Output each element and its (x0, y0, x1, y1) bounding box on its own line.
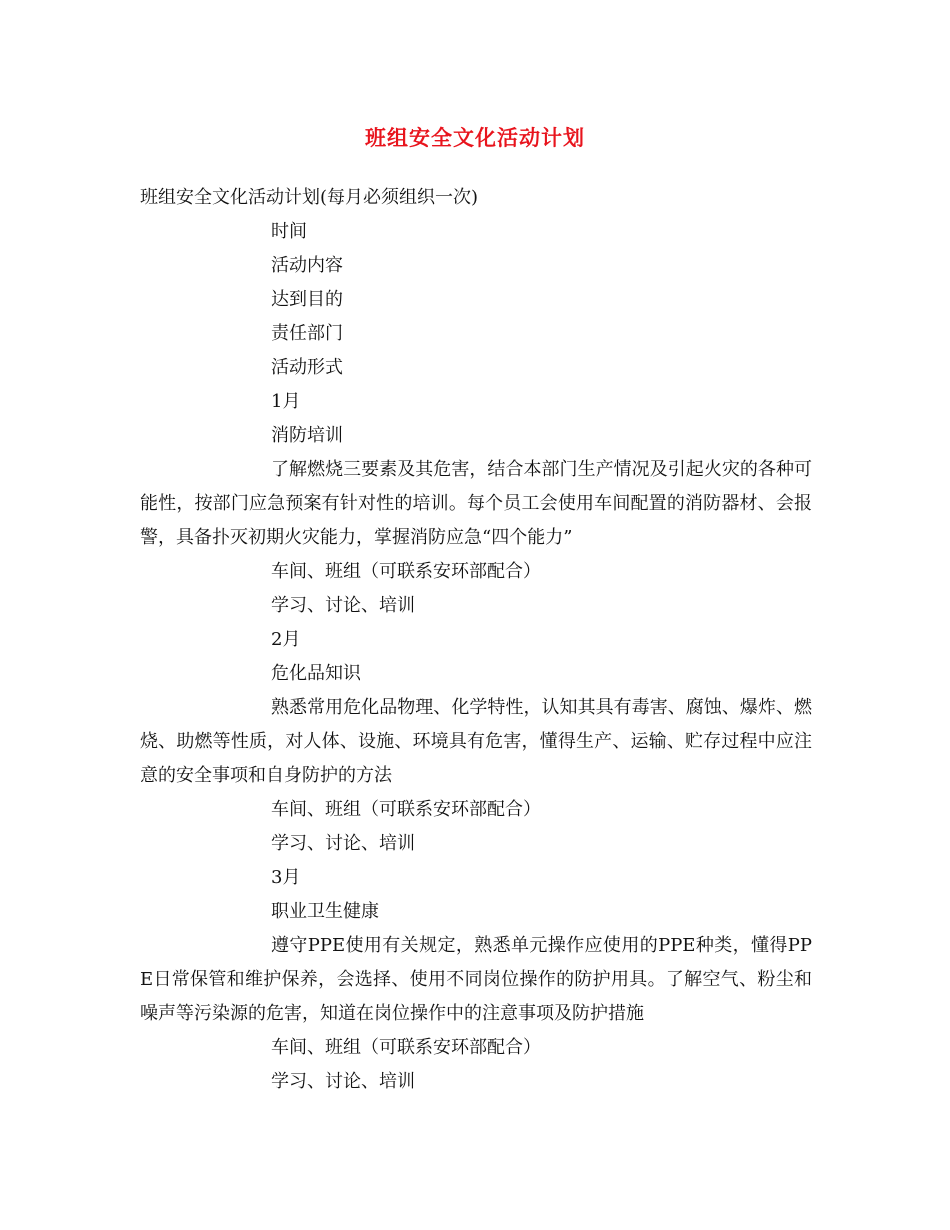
entry-department: 车间、班组（可联系安环部配合） (271, 561, 541, 582)
document-body (140, 181, 812, 1099)
entry-month: 1月 (271, 391, 301, 412)
header-form: 活动形式 (271, 357, 343, 378)
header-department: 责任部门 (271, 323, 343, 344)
document-subtitle: 班组安全文化活动计划(每月必须组织一次) (140, 187, 479, 208)
header-content: 活动内容 (271, 255, 343, 276)
entry-goal: 遵守PPE使用有关规定，熟悉单元操作应使用的PPE种类，懂得PPE日常保管和维护保养，会选择、使用不同岗位操作的防护用具。了解空气、粉尘和噪声等污染源的危害，知道在岗位操作中的注意事项及防护措施 (140, 935, 812, 1024)
entry-form: 学习、讨论、培训 (271, 1071, 415, 1092)
header-time: 时间 (271, 221, 307, 242)
entry-month: 3月 (271, 867, 301, 888)
entry-goal: 了解燃烧三要素及其危害，结合本部门生产情况及引起火灾的各种可能性，按部门应急预案有针对性的培训。每个员工会使用车间配置的消防器材、会报警，具备扑灭初期火灾能力，掌握消防应急“四个能力” (140, 459, 812, 548)
entry-month: 2月 (271, 629, 301, 650)
entry-topic: 危化品知识 (271, 663, 361, 684)
entry-goal: 熟悉常用危化品物理、化学特性，认知其具有毒害、腐蚀、爆炸、燃烧、助燃等性质，对人体、设施、环境具有危害，懂得生产、运输、贮存过程中应注意的安全事项和自身防护的方法 (140, 697, 812, 786)
header-goal: 达到目的 (271, 289, 343, 310)
entry-department: 车间、班组（可联系安环部配合） (271, 1037, 541, 1058)
entry-form: 学习、讨论、培训 (271, 595, 415, 616)
entry-form: 学习、讨论、培训 (271, 833, 415, 854)
entry-topic: 职业卫生健康 (271, 901, 379, 922)
entry-department: 车间、班组（可联系安环部配合） (271, 799, 541, 820)
entry-topic: 消防培训 (271, 425, 343, 446)
document-title: 班组安全文化活动计划 (365, 125, 585, 150)
